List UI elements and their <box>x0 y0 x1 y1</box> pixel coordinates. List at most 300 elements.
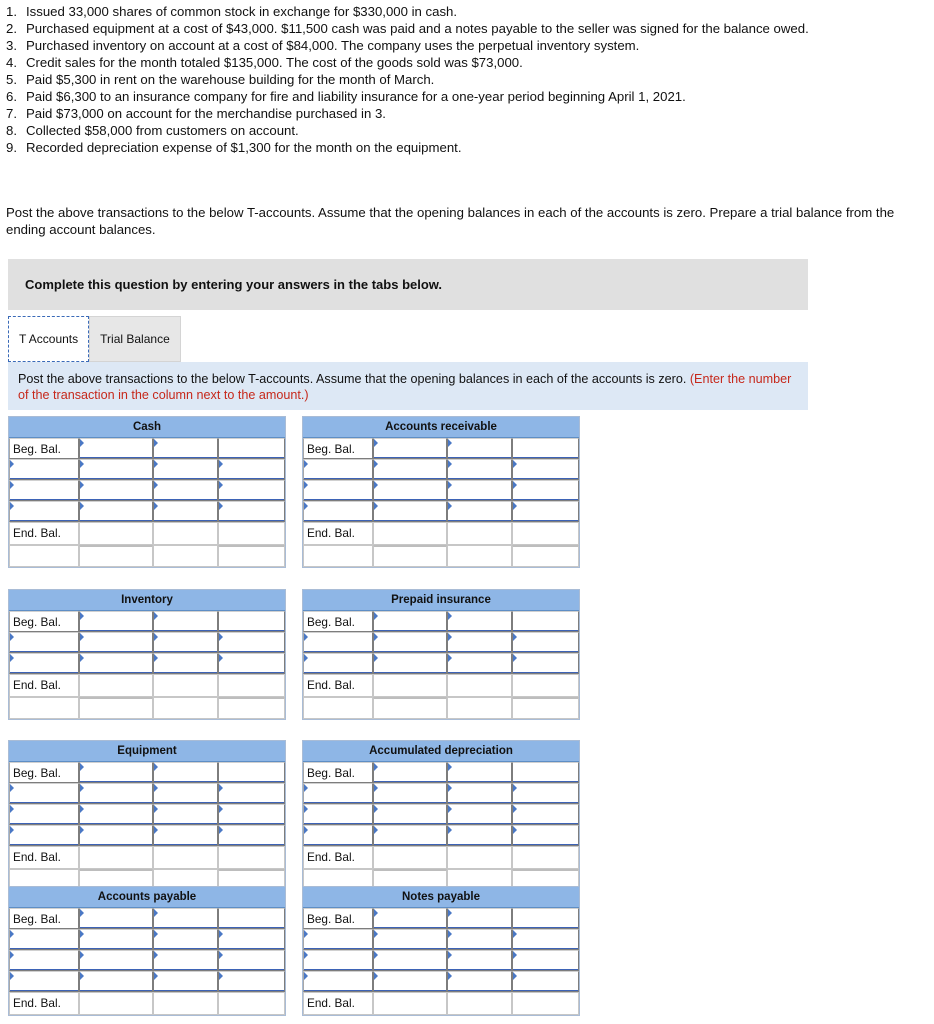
credit-amount-input[interactable] <box>512 632 579 653</box>
debit-amount-input[interactable] <box>373 480 447 501</box>
t-account <box>8 740 286 892</box>
transaction-entry-row <box>303 653 579 674</box>
input-marker-icon <box>219 460 223 468</box>
transaction-item: 2. Purchased equipment at a cost of $43,000. $11,500 cash was paid and a notes payable to the seller was signed for the balance owed. <box>6 21 809 36</box>
input-marker-icon <box>219 972 223 980</box>
credit-reference-input[interactable] <box>153 825 219 846</box>
t-account <box>302 740 580 892</box>
credit-amount-input[interactable] <box>512 929 579 950</box>
debit-amount-input[interactable] <box>373 632 447 653</box>
input-marker-icon <box>10 481 14 489</box>
beginning-balance-row <box>303 611 579 632</box>
debit-reference-input[interactable] <box>303 929 373 950</box>
credit-reference-input[interactable] <box>153 762 219 783</box>
t-account-title: Accumulated depreciation <box>303 741 579 762</box>
input-marker-icon <box>80 439 84 447</box>
input-marker-icon <box>448 633 452 641</box>
credit-amount-input[interactable] <box>512 653 579 674</box>
credit-amount-input[interactable] <box>218 611 285 632</box>
debit-amount-input[interactable] <box>373 929 447 950</box>
beginning-balance-row <box>9 611 285 632</box>
credit-amount-input[interactable] <box>218 950 285 971</box>
tab-instructions-highlight: (Enter the number of the transaction in the column next to the amount.) <box>18 372 792 402</box>
debit-amount-input[interactable] <box>79 908 153 929</box>
credit-reference-input[interactable] <box>153 480 219 501</box>
credit-amount-input[interactable] <box>218 929 285 950</box>
beginning-balance-label <box>9 762 79 783</box>
tab-instructions <box>8 362 808 410</box>
ending-balance-text: End. Bal. <box>13 996 61 1010</box>
input-marker-icon <box>80 930 84 938</box>
input-marker-icon <box>80 763 84 771</box>
t-account <box>8 416 286 568</box>
ending-credit-reference <box>447 992 513 1015</box>
input-marker-icon <box>448 654 452 662</box>
credit-reference-input[interactable] <box>447 762 513 783</box>
input-marker-icon <box>304 502 308 510</box>
debit-reference-input[interactable] <box>9 653 79 674</box>
debit-reference-input[interactable] <box>303 783 373 804</box>
transaction-entry-row <box>9 783 285 804</box>
credit-total-cell <box>218 545 285 567</box>
credit-amount-input[interactable] <box>512 804 579 825</box>
transaction-entry-row <box>9 501 285 522</box>
ending-credit-reference <box>153 674 219 697</box>
input-marker-icon <box>374 909 378 917</box>
debit-amount-input[interactable] <box>79 825 153 846</box>
credit-reference-input[interactable] <box>153 653 219 674</box>
debit-amount-input[interactable] <box>79 783 153 804</box>
input-marker-icon <box>513 481 517 489</box>
debit-reference-input[interactable] <box>303 632 373 653</box>
credit-reference-input[interactable] <box>447 971 513 992</box>
transaction-item: 7. Paid $73,000 on account for the merchandise purchased in 3. <box>6 106 386 121</box>
beginning-balance-text: Beg. Bal. <box>13 615 61 629</box>
input-marker-icon <box>513 502 517 510</box>
input-marker-icon <box>154 763 158 771</box>
input-marker-icon <box>304 481 308 489</box>
total-underline-row <box>303 697 579 719</box>
t-account <box>8 886 286 1016</box>
input-marker-icon <box>513 784 517 792</box>
debit-amount-input[interactable] <box>373 459 447 480</box>
debit-reference-input[interactable] <box>9 783 79 804</box>
input-marker-icon <box>80 633 84 641</box>
transaction-item: 6. Paid $6,300 to an insurance company for fire and liability insurance for a one-year period beginning April 1, 2021. <box>6 89 686 104</box>
credit-reference-input[interactable] <box>153 804 219 825</box>
input-marker-icon <box>10 805 14 813</box>
debit-reference-input[interactable] <box>9 501 79 522</box>
input-marker-icon <box>304 805 308 813</box>
credit-amount-input[interactable] <box>218 480 285 501</box>
beginning-balance-row <box>303 908 579 929</box>
input-marker-icon <box>374 826 378 834</box>
tab-t-accounts[interactable]: T Accounts <box>8 316 89 362</box>
debit-amount-input[interactable] <box>373 762 447 783</box>
debit-amount-input[interactable] <box>373 950 447 971</box>
transaction-entry-row <box>303 950 579 971</box>
input-marker-icon <box>80 951 84 959</box>
input-marker-icon <box>448 784 452 792</box>
tab-trial-balance[interactable]: Trial Balance <box>89 316 181 362</box>
debit-reference-input[interactable] <box>9 825 79 846</box>
debit-amount-input[interactable] <box>373 611 447 632</box>
transaction-entry-row <box>303 632 579 653</box>
debit-amount-input[interactable] <box>373 971 447 992</box>
ending-credit-balance <box>512 846 579 869</box>
tab-bar <box>8 316 181 362</box>
debit-reference-input[interactable] <box>303 971 373 992</box>
debit-total-cell <box>79 697 153 719</box>
input-marker-icon <box>374 951 378 959</box>
debit-amount-input[interactable] <box>79 459 153 480</box>
credit-amount-input[interactable] <box>218 908 285 929</box>
debit-reference-input[interactable] <box>303 804 373 825</box>
credit-amount-input[interactable] <box>512 783 579 804</box>
beginning-balance-text: Beg. Bal. <box>307 766 355 780</box>
debit-amount-input[interactable] <box>79 950 153 971</box>
input-marker-icon <box>513 460 517 468</box>
debit-total-cell <box>373 697 447 719</box>
transaction-entry-row <box>303 971 579 992</box>
spacer-cell <box>153 545 219 567</box>
input-marker-icon <box>374 763 378 771</box>
debit-amount-input[interactable] <box>373 653 447 674</box>
debit-reference-input[interactable] <box>303 825 373 846</box>
credit-reference-input[interactable] <box>447 783 513 804</box>
beginning-balance-label <box>9 438 79 459</box>
input-marker-icon <box>304 460 308 468</box>
debit-amount-input[interactable] <box>79 438 153 459</box>
input-marker-icon <box>304 951 308 959</box>
credit-amount-input[interactable] <box>512 971 579 992</box>
debit-amount-input[interactable] <box>373 804 447 825</box>
t-account-title: Equipment <box>9 741 285 762</box>
debit-amount-input[interactable] <box>373 501 447 522</box>
debit-total-cell <box>373 545 447 567</box>
ending-balance-row <box>9 846 285 869</box>
credit-reference-input[interactable] <box>153 459 219 480</box>
ending-credit-reference <box>447 846 513 869</box>
credit-amount-input[interactable] <box>512 611 579 632</box>
input-marker-icon <box>304 784 308 792</box>
credit-reference-input[interactable] <box>153 929 219 950</box>
input-marker-icon <box>154 633 158 641</box>
credit-amount-input[interactable] <box>512 480 579 501</box>
transaction-entry-row <box>303 459 579 480</box>
ending-debit-balance <box>373 674 447 697</box>
input-marker-icon <box>154 439 158 447</box>
input-marker-icon <box>513 930 517 938</box>
debit-reference-input[interactable] <box>9 480 79 501</box>
transaction-item: 1. Issued 33,000 shares of common stock in exchange for $330,000 in cash. <box>6 4 458 19</box>
input-marker-icon <box>154 784 158 792</box>
debit-amount-input[interactable] <box>79 929 153 950</box>
total-underline-row <box>9 545 285 567</box>
transaction-entry-row <box>9 950 285 971</box>
input-marker-icon <box>10 951 14 959</box>
beginning-balance-label <box>303 611 373 632</box>
ending-balance-label <box>303 846 373 869</box>
instructions-text: Post the above transactions to the below T-accounts. Assume that the opening balances in each of the accounts is zero. Prepare a trial balance from the ending account balances. <box>6 205 895 237</box>
ending-debit-balance <box>79 992 153 1015</box>
debit-reference-input[interactable] <box>303 480 373 501</box>
input-marker-icon <box>513 972 517 980</box>
input-marker-icon <box>513 826 517 834</box>
ending-debit-balance <box>79 674 153 697</box>
credit-reference-input[interactable] <box>447 950 513 971</box>
credit-amount-input[interactable] <box>218 825 285 846</box>
input-marker-icon <box>513 654 517 662</box>
credit-amount-input[interactable] <box>512 459 579 480</box>
credit-amount-input[interactable] <box>218 459 285 480</box>
input-marker-icon <box>10 930 14 938</box>
input-marker-icon <box>10 502 14 510</box>
debit-reference-input[interactable] <box>303 501 373 522</box>
t-account <box>8 589 286 720</box>
input-marker-icon <box>10 460 14 468</box>
transaction-entry-row <box>303 783 579 804</box>
credit-reference-input[interactable] <box>153 501 219 522</box>
credit-amount-input[interactable] <box>512 825 579 846</box>
debit-amount-input[interactable] <box>373 908 447 929</box>
credit-reference-input[interactable] <box>447 908 513 929</box>
input-marker-icon <box>154 930 158 938</box>
ending-balance-label <box>303 992 373 1015</box>
credit-amount-input[interactable] <box>512 501 579 522</box>
debit-amount-input[interactable] <box>79 611 153 632</box>
credit-amount-input[interactable] <box>218 762 285 783</box>
input-marker-icon <box>10 654 14 662</box>
input-marker-icon <box>219 784 223 792</box>
debit-amount-input[interactable] <box>79 971 153 992</box>
debit-amount-input[interactable] <box>79 762 153 783</box>
credit-amount-input[interactable] <box>512 950 579 971</box>
input-marker-icon <box>10 784 14 792</box>
credit-amount-input[interactable] <box>512 438 579 459</box>
input-marker-icon <box>448 951 452 959</box>
input-marker-icon <box>80 909 84 917</box>
spacer-cell <box>303 697 373 719</box>
credit-reference-input[interactable] <box>153 611 219 632</box>
credit-reference-input[interactable] <box>153 971 219 992</box>
credit-amount-input[interactable] <box>512 908 579 929</box>
credit-reference-input[interactable] <box>153 438 219 459</box>
credit-reference-input[interactable] <box>153 950 219 971</box>
ending-credit-reference <box>447 674 513 697</box>
spacer-cell <box>303 545 373 567</box>
ending-balance-label <box>9 992 79 1015</box>
credit-amount-input[interactable] <box>218 804 285 825</box>
ending-balance-row <box>9 674 285 697</box>
transaction-item: 4. Credit sales for the month totaled $135,000. The cost of the goods sold was $73,000. <box>6 55 523 70</box>
ending-balance-text: End. Bal. <box>13 850 61 864</box>
debit-reference-input[interactable] <box>303 653 373 674</box>
transaction-entry-row <box>303 825 579 846</box>
credit-reference-input[interactable] <box>447 825 513 846</box>
input-marker-icon <box>374 502 378 510</box>
input-marker-icon <box>304 930 308 938</box>
input-marker-icon <box>80 826 84 834</box>
debit-amount-input[interactable] <box>373 825 447 846</box>
input-marker-icon <box>374 654 378 662</box>
input-marker-icon <box>219 951 223 959</box>
input-marker-icon <box>219 633 223 641</box>
debit-reference-input[interactable] <box>9 929 79 950</box>
spacer-cell <box>447 697 513 719</box>
transaction-item: 8. Collected $58,000 from customers on account. <box>6 123 299 138</box>
beginning-balance-text: Beg. Bal. <box>13 766 61 780</box>
total-underline-row <box>9 697 285 719</box>
ending-debit-balance <box>373 992 447 1015</box>
input-marker-icon <box>154 612 158 620</box>
credit-reference-input[interactable] <box>153 908 219 929</box>
transaction-entry-row <box>9 480 285 501</box>
beginning-balance-text: Beg. Bal. <box>13 912 61 926</box>
t-account-title: Prepaid insurance <box>303 590 579 611</box>
input-marker-icon <box>219 805 223 813</box>
debit-reference-input[interactable] <box>9 632 79 653</box>
credit-reference-input[interactable] <box>153 632 219 653</box>
input-marker-icon <box>154 502 158 510</box>
beginning-balance-label <box>9 611 79 632</box>
credit-reference-input[interactable] <box>447 480 513 501</box>
transaction-entry-row <box>9 929 285 950</box>
transaction-item: 3. Purchased inventory on account at a cost of $84,000. The company uses the perpetual inventory system. <box>6 38 640 53</box>
debit-amount-input[interactable] <box>79 501 153 522</box>
input-marker-icon <box>219 502 223 510</box>
credit-amount-input[interactable] <box>512 762 579 783</box>
beginning-balance-row <box>9 908 285 929</box>
input-marker-icon <box>448 763 452 771</box>
input-marker-icon <box>154 909 158 917</box>
debit-amount-input[interactable] <box>373 783 447 804</box>
ending-balance-row <box>9 522 285 545</box>
input-marker-icon <box>80 481 84 489</box>
credit-reference-input[interactable] <box>447 632 513 653</box>
debit-reference-input[interactable] <box>9 804 79 825</box>
debit-amount-input[interactable] <box>373 438 447 459</box>
beginning-balance-text: Beg. Bal. <box>307 615 355 629</box>
credit-amount-input[interactable] <box>218 501 285 522</box>
credit-amount-input[interactable] <box>218 971 285 992</box>
debit-reference-input[interactable] <box>303 459 373 480</box>
t-account-title: Accounts payable <box>9 887 285 908</box>
debit-reference-input[interactable] <box>303 950 373 971</box>
transaction-entry-row <box>9 825 285 846</box>
credit-amount-input[interactable] <box>218 783 285 804</box>
input-marker-icon <box>219 654 223 662</box>
transaction-item: 5. Paid $5,300 in rent on the warehouse building for the month of March. <box>6 72 435 87</box>
input-marker-icon <box>10 826 14 834</box>
credit-total-cell <box>218 697 285 719</box>
ending-balance-label <box>303 674 373 697</box>
input-marker-icon <box>448 909 452 917</box>
beginning-balance-text: Beg. Bal. <box>307 912 355 926</box>
tab-instructions-text: Post the above transactions to the below T-accounts. Assume that the opening balances in each of the accounts is zero. <box>18 372 687 386</box>
credit-reference-input[interactable] <box>447 459 513 480</box>
input-marker-icon <box>374 439 378 447</box>
ending-balance-text: End. Bal. <box>13 678 61 692</box>
transaction-list <box>6 3 906 156</box>
ending-balance-text: End. Bal. <box>13 526 61 540</box>
ending-credit-reference <box>153 846 219 869</box>
credit-reference-input[interactable] <box>447 438 513 459</box>
credit-reference-input[interactable] <box>447 804 513 825</box>
credit-reference-input[interactable] <box>447 653 513 674</box>
input-marker-icon <box>374 784 378 792</box>
t-account-title: Inventory <box>9 590 285 611</box>
input-marker-icon <box>80 460 84 468</box>
ending-debit-balance <box>79 522 153 545</box>
input-marker-icon <box>374 460 378 468</box>
input-marker-icon <box>80 805 84 813</box>
transaction-entry-row <box>303 480 579 501</box>
debit-reference-input[interactable] <box>9 950 79 971</box>
input-marker-icon <box>448 826 452 834</box>
input-marker-icon <box>10 633 14 641</box>
debit-amount-input[interactable] <box>79 632 153 653</box>
input-marker-icon <box>219 481 223 489</box>
transaction-entry-row <box>9 804 285 825</box>
input-marker-icon <box>80 784 84 792</box>
ending-credit-balance <box>218 992 285 1015</box>
debit-reference-input[interactable] <box>9 459 79 480</box>
beginning-balance-label <box>303 908 373 929</box>
input-marker-icon <box>154 826 158 834</box>
credit-reference-input[interactable] <box>447 501 513 522</box>
input-marker-icon <box>374 633 378 641</box>
debit-amount-input[interactable] <box>79 480 153 501</box>
input-marker-icon <box>219 930 223 938</box>
debit-amount-input[interactable] <box>79 653 153 674</box>
credit-reference-input[interactable] <box>153 783 219 804</box>
ending-balance-label <box>9 846 79 869</box>
spacer-cell <box>153 697 219 719</box>
ending-balance-row <box>303 846 579 869</box>
ending-credit-balance <box>218 674 285 697</box>
ending-credit-balance <box>218 846 285 869</box>
ending-balance-text: End. Bal. <box>307 526 355 540</box>
input-marker-icon <box>448 612 452 620</box>
ending-credit-balance <box>512 674 579 697</box>
input-marker-icon <box>80 612 84 620</box>
debit-total-cell <box>79 545 153 567</box>
ending-credit-balance <box>512 522 579 545</box>
credit-reference-input[interactable] <box>447 611 513 632</box>
credit-reference-input[interactable] <box>447 929 513 950</box>
ending-balance-label <box>303 522 373 545</box>
input-marker-icon <box>154 972 158 980</box>
input-marker-icon <box>513 633 517 641</box>
transaction-entry-row <box>9 971 285 992</box>
debit-reference-input[interactable] <box>9 971 79 992</box>
debit-amount-input[interactable] <box>79 804 153 825</box>
total-underline-row <box>303 545 579 567</box>
input-marker-icon <box>448 972 452 980</box>
beginning-balance-row <box>9 438 285 459</box>
input-marker-icon <box>448 930 452 938</box>
credit-amount-input[interactable] <box>218 653 285 674</box>
credit-amount-input[interactable] <box>218 632 285 653</box>
input-marker-icon <box>219 826 223 834</box>
beginning-balance-row <box>303 762 579 783</box>
input-marker-icon <box>513 805 517 813</box>
input-marker-icon <box>448 481 452 489</box>
ending-balance-label <box>9 674 79 697</box>
input-marker-icon <box>10 972 14 980</box>
credit-amount-input[interactable] <box>218 438 285 459</box>
